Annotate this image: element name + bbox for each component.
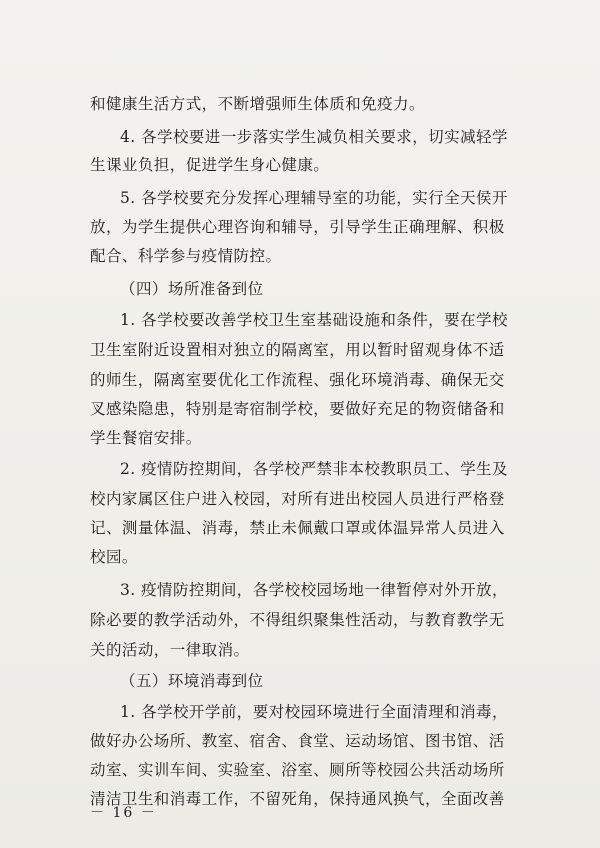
text-line: 5. 各学校要充分发挥心理辅导室的功能，实行全天侯开 [120,189,508,207]
text-line: 生课业负担，促进学生身心健康。 [90,156,330,174]
text-line: 关的活动，一律取消。 [90,641,250,659]
text-line: 记、测量体温、消毒，禁止未佩戴口罩或体温异常人员进入 [90,519,505,537]
text-line: 校内家属区住户进入校园，对所有进出校园人员进行严格登 [90,490,505,508]
text-line: 和健康生活方式，不断增强师生体质和免疫力。 [90,95,425,113]
text-line: 卫生室附近设置相对独立的隔离室，用以暂时留观身体不适 [90,341,505,359]
text-line: 的师生，隔离室要优化工作流程、强化环境消毒、确保无交 [90,371,505,389]
text-line: 做好办公场所、教室、宿舍、食堂、运动场馆、图书馆、活 [90,732,505,750]
text-line: 放，为学生提供心理咨询和辅导，引导学生正确理解、积极 [90,218,505,236]
section-heading: （五）环境消毒到位 [120,672,264,690]
text-line: 动室、实训车间、实验室、浴室、厕所等校园公共活动场所 [90,761,505,779]
text-line: 清洁卫生和消毒工作，不留死角，保持通风换气，全面改善 [90,790,505,808]
text-line: 叉感染隐患，特别是寄宿制学校，要做好充足的物资储备和 [90,400,505,418]
text-line: 校园。 [90,548,138,566]
text-line: 3. 疫情防控期间，各学校校园场地一律暂停对外开放， [120,581,508,599]
text-line: 1. 各学校要改善学校卫生室基础设施和条件，要在学校 [120,311,508,329]
text-line: 1. 各学校开学前，要对校园环境进行全面清理和消毒， [120,703,508,721]
text-line: 学生餐宿安排。 [90,429,202,447]
text-line: 除必要的教学活动外，不得组织聚集性活动，与教育教学无 [90,611,505,629]
text-line: 4. 各学校要进一步落实学生减负相关要求，切实减轻学 [120,128,508,146]
text-line: 2. 疫情防控期间，各学校严禁非本校教职员工、学生及 [120,460,508,478]
section-heading: （四）场所准备到位 [120,280,264,298]
text-line: 配合、科学参与疫情防控。 [90,247,282,265]
page-number: － 16 － [90,805,157,821]
